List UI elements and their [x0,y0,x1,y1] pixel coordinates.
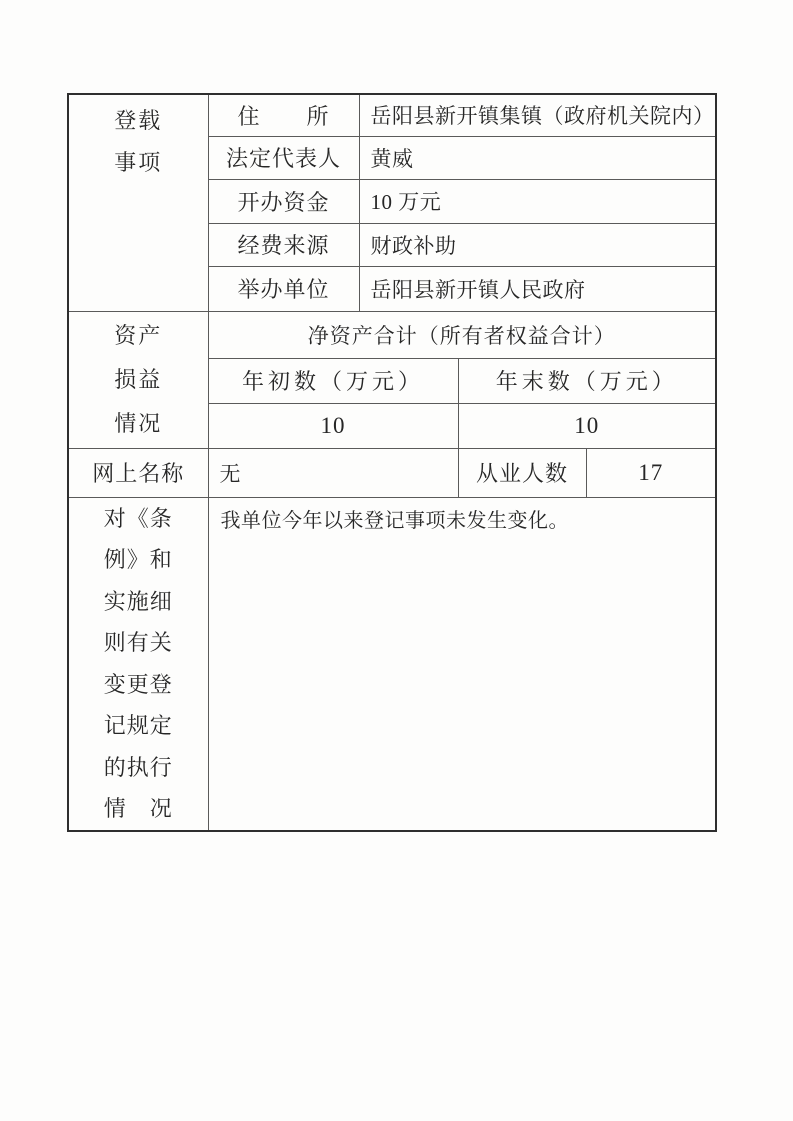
compliance-header-line3: 实施细 [103,588,173,614]
compliance-section-header [68,497,208,831]
compliance-header-line4: 则有关 [103,630,173,655]
row-online-name [68,448,716,497]
staff-count-value: 17 [586,448,716,497]
row-net-assets-title [68,311,716,358]
compliance-statement: 我单位今年以来登记事项未发生变化。 [208,497,716,831]
residence-value: 岳阳县新开镇集镇（政府机关院内） [359,94,716,136]
organizer-label: 举办单位 [208,266,359,311]
staff-count-label: 从业人数 [458,448,586,497]
opening-capital-label: 开办资金 [208,179,359,223]
online-name-label: 网上名称 [68,448,208,497]
compliance-header-line6: 记规定 [103,713,173,738]
end-year-value: 10 [458,403,716,448]
registered-items-header-line1: 登载 [114,108,163,133]
compliance-header-line7: 的执行 [103,754,173,780]
compliance-header-line1: 对《条 [103,505,173,531]
row-compliance [68,497,716,831]
annual-report-form-table [67,93,717,832]
registered-items-header-line2: 事项 [114,150,163,175]
organizer-value: 岳阳县新开镇人民政府 [359,266,716,311]
assets-section-header [68,311,208,448]
funding-source-value: 财政补助 [359,223,716,266]
opening-capital-value: 10 万元 [359,179,716,223]
net-assets-title: 净资产合计（所有者权益合计） [208,311,716,358]
funding-source-label: 经费来源 [208,223,359,266]
residence-label: 住 所 [208,94,359,136]
legal-representative-value: 黄威 [359,136,716,179]
compliance-header-line5: 变更登 [103,671,173,697]
begin-year-header: 年初数（万元） [208,358,458,403]
assets-header-line3: 情况 [114,410,163,436]
assets-header-line2: 损益 [114,366,163,392]
compliance-header-line2: 例》和 [103,547,173,572]
begin-year-value: 10 [208,403,458,448]
assets-header-line1: 资产 [114,322,163,348]
compliance-header-line8: 情 况 [103,796,173,821]
row-residence [68,94,716,136]
legal-representative-label: 法定代表人 [208,136,359,179]
online-name-value: 无 [208,448,458,497]
end-year-header: 年末数（万元） [458,358,716,403]
registered-items-header [68,94,208,311]
